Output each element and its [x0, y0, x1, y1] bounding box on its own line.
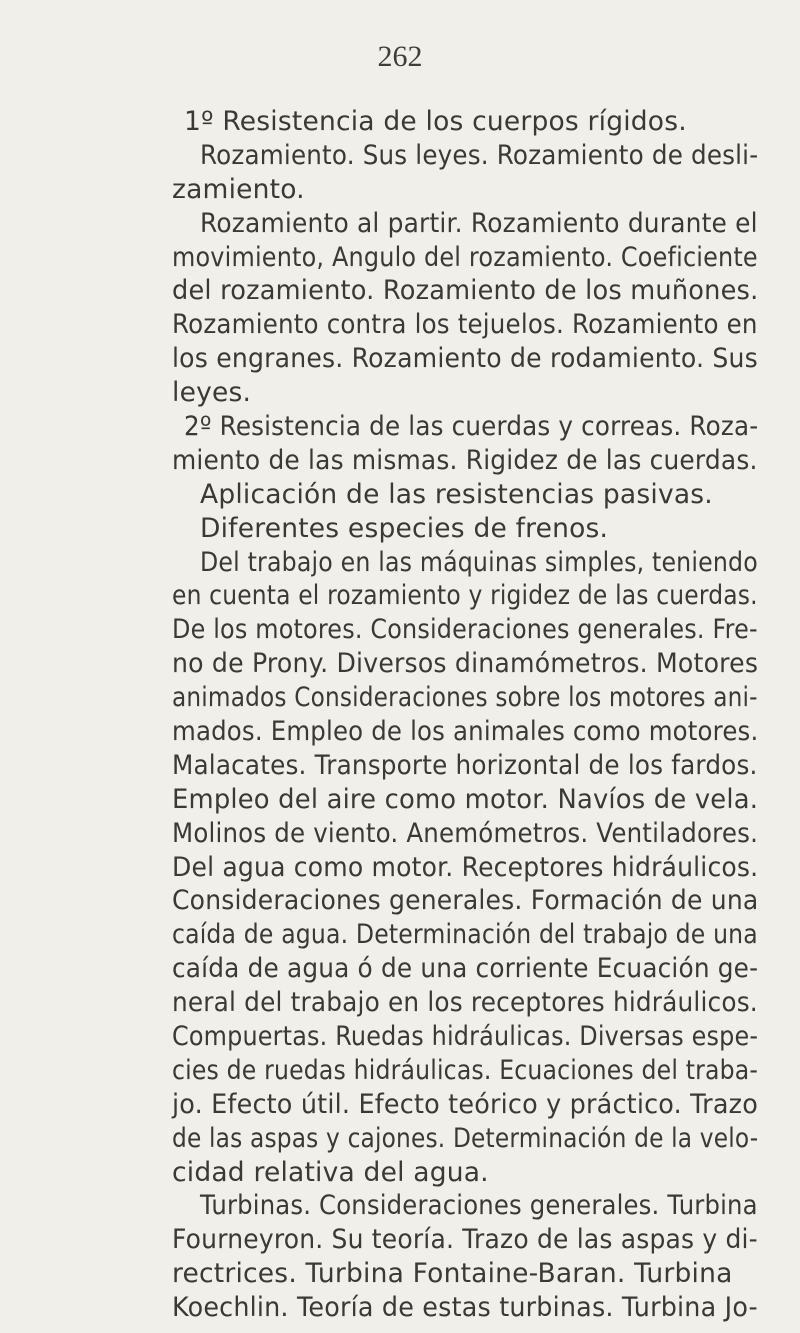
text-line: Rozamiento. Sus leyes. Rozamiento de desli-: [200, 139, 759, 171]
text-line: Aplicación de las resistencias pasivas.: [200, 478, 713, 510]
text-line: no de Prony. Diversos dinamómetros. Motores: [172, 648, 759, 680]
text-line: Del agua como motor. Receptores hidráulicos.: [172, 851, 759, 883]
text-line: Turbinas. Consideraciones generales. Turbina: [200, 1190, 758, 1222]
text-line: Del trabajo en las máquinas simples, teniendo: [200, 546, 758, 578]
text-line: 2º Resistencia de las cuerdas y correas. Roza-: [184, 411, 759, 442]
text-line: de las aspas y cajones. Determinación de la velo-: [172, 1122, 759, 1154]
text-line: neral del trabajo en los receptores hidráulicos.: [172, 987, 758, 1018]
text-line: caída de agua ó de una corriente Ecuación ge-: [172, 953, 759, 985]
text-line: en cuenta el rozamiento y rigidez de las cuerdas.: [172, 580, 758, 612]
text-line: zamiento.: [172, 173, 305, 205]
text-line: rectrices. Turbina Fontaine-Baran. Turbina: [172, 1258, 733, 1290]
text-line: Compuertas. Ruedas hidráulicas. Diversas espe-: [172, 1020, 759, 1052]
text-line: miento de las mismas. Rigidez de las cuerdas.: [172, 444, 758, 476]
text-line: los engranes. Rozamiento de rodamiento. Sus: [172, 343, 758, 375]
text-line: leyes.: [172, 377, 252, 409]
text-line: Diferentes especies de frenos.: [200, 512, 609, 544]
text-line: cidad relativa del agua.: [172, 1156, 489, 1188]
text-line: cies de ruedas hidráulicas. Ecuaciones del traba-: [172, 1054, 759, 1086]
page-number: 262: [377, 40, 423, 73]
text-line: 1º Resistencia de los cuerpos rígidos.: [184, 106, 687, 137]
text-line: Koechlin. Teoría de estas turbinas. Turbina Jo-: [172, 1292, 758, 1323]
text-line: Rozamiento al partir. Rozamiento durante el: [200, 207, 758, 239]
text-line: movimiento, Angulo del rozamiento. Coeficiente: [172, 241, 758, 273]
text-line: del rozamiento. Rozamiento de los muñones.: [172, 275, 759, 307]
text-line: Rozamiento contra los tejuelos. Rozamiento en: [172, 309, 758, 341]
text-line: caída de agua. Determinación del trabajo de una: [172, 919, 758, 951]
text-line: De los motores. Consideraciones generales. Fre-: [172, 614, 758, 646]
text-line: jo. Efecto útil. Efecto teórico y práctico. Trazo: [172, 1088, 758, 1120]
text-line: Consideraciones generales. Formación de una: [172, 885, 759, 917]
text-line: mados. Empleo de los animales como motores.: [172, 715, 759, 747]
text-line: Molinos de viento. Anemómetros. Ventiladores.: [172, 817, 759, 849]
text-line: Empleo del aire como motor. Navíos de vela.: [172, 783, 759, 815]
text-line: animados Consideraciones sobre los motores ani-: [172, 682, 758, 714]
text-line: Fourneyron. Su teoría. Trazo de las aspas y di-: [172, 1224, 758, 1256]
text-line: Malacates. Transporte horizontal de los fardos.: [172, 749, 758, 781]
